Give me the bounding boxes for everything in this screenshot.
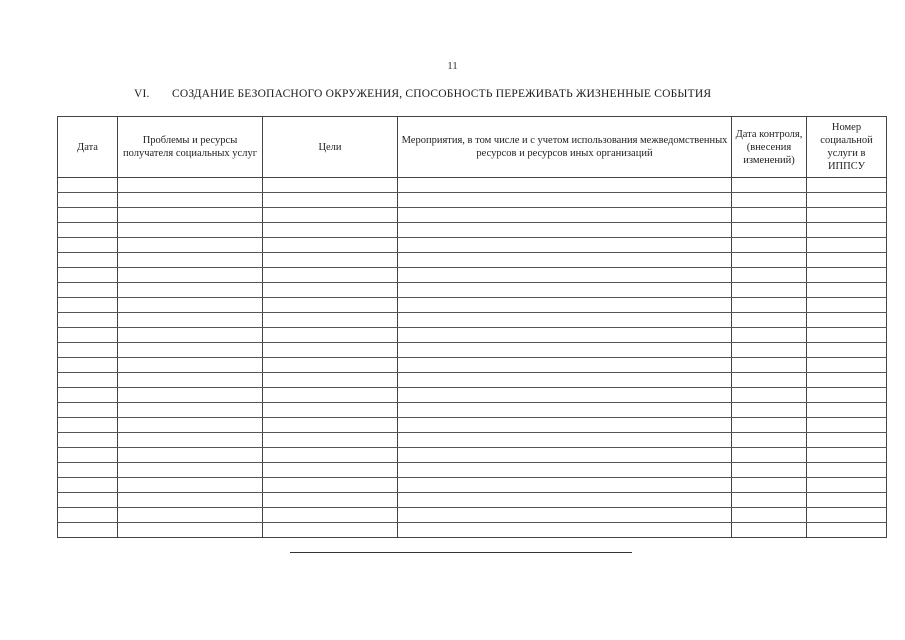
table-cell: [732, 268, 807, 283]
table-row: [58, 193, 887, 208]
table-cell: [118, 478, 263, 493]
table-cell: [732, 523, 807, 538]
table-cell: [58, 298, 118, 313]
table-row: [58, 313, 887, 328]
table-cell: [732, 493, 807, 508]
table-cell: [732, 253, 807, 268]
table-cell: [398, 328, 732, 343]
table-cell: [807, 283, 887, 298]
table-cell: [58, 283, 118, 298]
table-cell: [398, 433, 732, 448]
table-cell: [807, 313, 887, 328]
table-cell: [118, 433, 263, 448]
table-cell: [263, 523, 398, 538]
table-cell: [732, 283, 807, 298]
table-cell: [263, 418, 398, 433]
table-cell: [398, 358, 732, 373]
table-row: [58, 253, 887, 268]
table-cell: [58, 343, 118, 358]
table-row: [58, 448, 887, 463]
table-cell: [58, 523, 118, 538]
table-cell: [732, 373, 807, 388]
table-cell: [398, 223, 732, 238]
table-cell: [118, 448, 263, 463]
table-cell: [807, 328, 887, 343]
table-cell: [118, 253, 263, 268]
table-cell: [58, 358, 118, 373]
table-cell: [263, 358, 398, 373]
table-row: [58, 358, 887, 373]
table-cell: [58, 493, 118, 508]
table-cell: [263, 433, 398, 448]
table-cell: [263, 388, 398, 403]
table-cell: [398, 268, 732, 283]
table-cell: [732, 313, 807, 328]
table-cell: [807, 493, 887, 508]
table-cell: [263, 373, 398, 388]
table-cell: [398, 373, 732, 388]
table-cell: [398, 448, 732, 463]
table-cell: [398, 388, 732, 403]
table-cell: [398, 418, 732, 433]
table-row: [58, 418, 887, 433]
table-cell: [398, 508, 732, 523]
table-cell: [118, 523, 263, 538]
table-cell: [58, 403, 118, 418]
table-cell: [732, 298, 807, 313]
table-cell: [263, 313, 398, 328]
table-cell: [58, 238, 118, 253]
column-header-service-number: Номер социальной услуги в ИППСУ: [807, 117, 887, 178]
table-cell: [118, 208, 263, 223]
table-row: [58, 283, 887, 298]
table-cell: [807, 523, 887, 538]
table-cell: [263, 298, 398, 313]
table-row: [58, 268, 887, 283]
section-title: СОЗДАНИЕ БЕЗОПАСНОГО ОКРУЖЕНИЯ, СПОСОБНОСТЬ ПЕРЕЖИВАТЬ ЖИЗНЕННЫЕ СОБЫТИЯ: [172, 88, 712, 100]
column-header-control-date: Дата контроля, (внесения изменений): [732, 117, 807, 178]
table-cell: [58, 433, 118, 448]
table-cell: [807, 388, 887, 403]
table-cell: [398, 298, 732, 313]
table-cell: [118, 403, 263, 418]
table-cell: [118, 238, 263, 253]
table-cell: [58, 268, 118, 283]
table-cell: [58, 463, 118, 478]
column-header-activities: Мероприятия, в том числе и с учетом использования межведомственных ресурсов и ресурсов иных организаций: [398, 117, 732, 178]
column-header-goals: Цели: [263, 117, 398, 178]
table-cell: [58, 448, 118, 463]
table-cell: [807, 178, 887, 193]
table-cell: [118, 418, 263, 433]
table-row: [58, 478, 887, 493]
table-cell: [732, 508, 807, 523]
table-row: [58, 178, 887, 193]
table-row: [58, 388, 887, 403]
table-cell: [732, 418, 807, 433]
table-cell: [118, 193, 263, 208]
table-cell: [58, 193, 118, 208]
table-header-row: [58, 117, 887, 178]
care-plan-table: [57, 116, 887, 538]
table-cell: [118, 373, 263, 388]
table-cell: [58, 388, 118, 403]
table-cell: [118, 343, 263, 358]
table-cell: [118, 328, 263, 343]
table-cell: [807, 253, 887, 268]
table-cell: [398, 253, 732, 268]
table-row: [58, 328, 887, 343]
table-cell: [732, 193, 807, 208]
table-cell: [807, 343, 887, 358]
table-cell: [263, 508, 398, 523]
table-cell: [807, 433, 887, 448]
table-cell: [807, 268, 887, 283]
table-body: [58, 178, 887, 538]
table-cell: [263, 208, 398, 223]
table-cell: [398, 403, 732, 418]
table-cell: [732, 358, 807, 373]
table-cell: [263, 178, 398, 193]
table-cell: [118, 508, 263, 523]
table-cell: [118, 223, 263, 238]
page-number: 11: [447, 60, 458, 72]
section-heading: [134, 88, 854, 100]
table-cell: [118, 268, 263, 283]
table-cell: [263, 283, 398, 298]
table-cell: [732, 448, 807, 463]
table-cell: [732, 463, 807, 478]
table-cell: [807, 223, 887, 238]
table-cell: [58, 508, 118, 523]
table-cell: [398, 238, 732, 253]
column-header-date: Дата: [58, 117, 118, 178]
table-cell: [263, 238, 398, 253]
table-cell: [732, 238, 807, 253]
table-cell: [732, 343, 807, 358]
table-cell: [732, 178, 807, 193]
table-cell: [807, 298, 887, 313]
table-cell: [398, 493, 732, 508]
table-cell: [732, 433, 807, 448]
table-cell: [807, 373, 887, 388]
table-cell: [807, 448, 887, 463]
table-cell: [263, 268, 398, 283]
table-cell: [58, 253, 118, 268]
table-cell: [807, 193, 887, 208]
table-cell: [263, 463, 398, 478]
table-cell: [732, 223, 807, 238]
table-row: [58, 373, 887, 388]
table-cell: [263, 193, 398, 208]
column-header-problems: Проблемы и ресурсы получателя социальных услуг: [118, 117, 263, 178]
table-cell: [263, 448, 398, 463]
table-row: [58, 493, 887, 508]
table-row: [58, 238, 887, 253]
table-cell: [58, 478, 118, 493]
table-cell: [807, 358, 887, 373]
table-cell: [398, 523, 732, 538]
table-cell: [58, 418, 118, 433]
table-cell: [118, 493, 263, 508]
table-cell: [263, 328, 398, 343]
table-cell: [263, 493, 398, 508]
table-cell: [732, 388, 807, 403]
table-cell: [807, 463, 887, 478]
table-cell: [263, 403, 398, 418]
table-cell: [398, 283, 732, 298]
table-cell: [807, 418, 887, 433]
table-row: [58, 433, 887, 448]
table-row: [58, 298, 887, 313]
table-cell: [398, 463, 732, 478]
table-cell: [732, 478, 807, 493]
table-cell: [398, 343, 732, 358]
table-cell: [263, 478, 398, 493]
table-cell: [58, 313, 118, 328]
footer-rule: [290, 552, 632, 553]
table-cell: [118, 358, 263, 373]
table-row: [58, 403, 887, 418]
table-cell: [732, 403, 807, 418]
table-row: [58, 343, 887, 358]
table-cell: [58, 328, 118, 343]
table-cell: [807, 238, 887, 253]
table-cell: [398, 313, 732, 328]
table-cell: [263, 223, 398, 238]
table-cell: [398, 478, 732, 493]
table-row: [58, 508, 887, 523]
table-row: [58, 223, 887, 238]
table-cell: [807, 478, 887, 493]
table-row: [58, 523, 887, 538]
table-cell: [118, 298, 263, 313]
table-cell: [807, 208, 887, 223]
table-cell: [732, 328, 807, 343]
table-cell: [58, 373, 118, 388]
table-cell: [398, 208, 732, 223]
table-cell: [58, 208, 118, 223]
table-cell: [58, 223, 118, 238]
table-cell: [398, 178, 732, 193]
table-cell: [807, 403, 887, 418]
table-cell: [263, 343, 398, 358]
table-cell: [118, 463, 263, 478]
table-cell: [263, 253, 398, 268]
section-number: VI.: [134, 88, 150, 100]
table-cell: [58, 178, 118, 193]
table-cell: [118, 283, 263, 298]
table-cell: [398, 193, 732, 208]
table-row: [58, 463, 887, 478]
table-cell: [732, 208, 807, 223]
table-cell: [807, 508, 887, 523]
table-cell: [118, 388, 263, 403]
table-row: [58, 208, 887, 223]
table-cell: [118, 313, 263, 328]
table-cell: [118, 178, 263, 193]
